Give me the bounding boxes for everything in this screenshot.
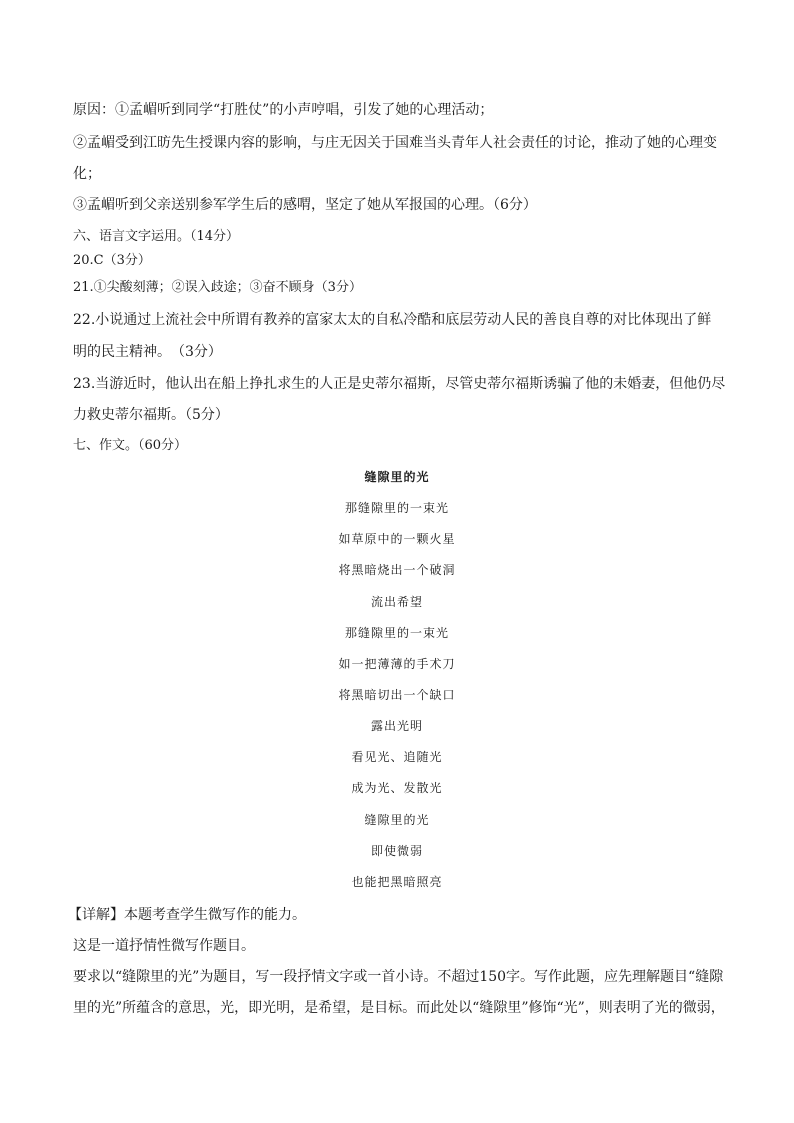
detail-line-2: 这是一道抒情性微写作题目。	[73, 938, 255, 954]
answer-q23-line-1: 23.当游近时，他认出在船上挣扎求生的人正是史蒂尔福斯，尽管史蒂尔福斯诱骗了他的未婚妻，但他仍尽	[73, 376, 726, 392]
answer-q21: 21.①尖酸刻薄；②误入歧途；③奋不顾身（3分）	[73, 280, 362, 295]
answer-reason-line-1: 原因：①孟嵋听到同学“打胜仗”的小声哼唱，引发了她的心理活动；	[73, 102, 494, 118]
poem-line: 即使微弱	[370, 844, 423, 858]
answer-q23-line-2: 力救史蒂尔福斯。（5分）	[73, 407, 229, 423]
poem-line: 露出光明	[370, 719, 423, 733]
detail-heading: 【详解】本题考查学生微写作的能力。	[68, 907, 306, 923]
detail-line-3: 要求以“缝隙里的光”为题目，写一段抒情文字或一首小诗。不超过150字。写作此题，应先理解题目“缝隙	[73, 969, 724, 985]
answer-q22-line-2: 明的民主精神。 （3分）	[73, 344, 222, 360]
poem-line: 将黑暗烧出一个破洞	[338, 563, 456, 577]
detail-line-4: 里的光”所蕴含的意思，光，即光明，是希望，是目标。而此处以“缝隙里”修饰“光”，则表明了光的微弱，	[73, 1000, 725, 1016]
poem-line: 流出希望	[370, 595, 423, 609]
answer-reason-line-2: ②孟嵋受到江昉先生授课内容的影响，与庄无因关于国难当头青年人社会责任的讨论，推动了她的心理变	[73, 135, 717, 151]
poem-line: 缝隙里的光	[364, 813, 430, 827]
section-seven-heading: 七、作文。（60分）	[73, 438, 188, 453]
section-six-heading: 六、语言文字运用。（14分）	[73, 229, 240, 244]
answer-reason-line-4: ③孟嵋听到父亲送别参军学生后的感喟，坚定了她从军报国的心理。（6分）	[73, 197, 537, 213]
poem-line: 如草原中的一颗火星	[338, 532, 456, 546]
poem-line: 那缝隙里的一束光	[344, 626, 449, 640]
poem-line: 那缝隙里的一束光	[344, 501, 449, 515]
answer-q20: 20.C（3分）	[73, 253, 151, 268]
poem-line: 成为光、发散光	[351, 781, 443, 795]
poem-title: 缝隙里的光	[364, 470, 430, 484]
poem-line: 看见光、追随光	[351, 750, 443, 764]
poem-line: 将黑暗切出一个缺口	[338, 688, 456, 702]
answer-reason-line-3: 化；	[73, 166, 101, 182]
poem-line: 也能把黑暗照亮	[351, 875, 443, 889]
answer-q22-line-1: 22.小说通过上流社会中所谓有教养的富家太太的自私冷酷和底层劳动人民的善良自尊的对比体现出了鲜	[73, 312, 712, 328]
poem-line: 如一把薄薄的手术刀	[338, 657, 456, 671]
